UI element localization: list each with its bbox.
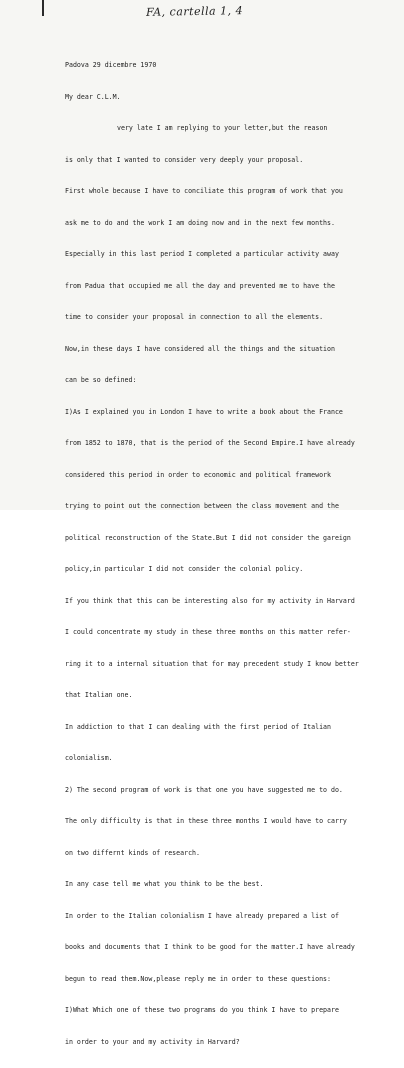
letter-line: First whole because I have to conciliate this program of work that you	[65, 187, 343, 195]
letter-line: books and documents that I think to be good for the matter.I have already	[65, 943, 355, 951]
letter-line: policy,in particular I did not consider the colonial policy.	[65, 565, 304, 573]
letter-line: on two differnt kinds of research.	[65, 848, 200, 857]
letter-line: ring it to a internal situation that for may precedent study I know better	[65, 659, 359, 668]
letter-salutation: My dear C.L.M.	[65, 92, 121, 101]
letter-line: colonialism.	[65, 754, 113, 762]
letter-line: Especially in this last period I completed a particular activity away	[65, 250, 339, 258]
letter-line: In any case tell me what you think to be the best.	[65, 880, 264, 888]
letter-line: time to consider your proposal in connection to all the elements.	[65, 313, 324, 321]
letter-date: Padova 29 dicembre 1970	[65, 61, 157, 69]
letter-line: Now,in these days I have considered all the things and the situation	[65, 344, 335, 353]
letter-line: that Italian one.	[65, 691, 133, 699]
staple-mark	[42, 0, 44, 16]
letter-line: begun to read them.Now,please reply me in order to these questions:	[65, 974, 331, 983]
letter-line: from 1852 to 1870, that is the period of the Second Empire.I have already	[65, 439, 355, 447]
letter-line: In order to the Italian colonialism I have already prepared a list of	[65, 911, 339, 920]
letter-line: in order to your and my activity in Harvard?	[65, 1037, 240, 1046]
letter-line: In addiction to that I can dealing with the first period of Italian	[65, 722, 331, 731]
letter-line: from Padua that occupied me all the day and prevented me to have the	[65, 281, 335, 290]
letter-line: can be so defined:	[65, 376, 137, 384]
letter-line: very late I am replying to your letter,but the reason	[117, 124, 328, 132]
letter-line: is only that I wanted to consider very deeply your proposal.	[65, 155, 304, 164]
letter-line: considered this period in order to economic and political framework	[65, 470, 331, 479]
letter-line: ask me to do and the work I am doing now and in the next few months.	[65, 218, 335, 227]
letter-line: 2) The second program of work is that one you have suggested me to do.	[65, 785, 343, 794]
letter-line: I)What Which one of these two programs do you think I have to prepare	[65, 1006, 339, 1014]
letter-line: I could concentrate my study in these three months on this matter refer-	[65, 628, 351, 636]
letter-line: The only difficulty is that in these three months I would have to carry	[65, 817, 347, 825]
letter-line: trying to point out the connection between the class movement and the	[65, 502, 339, 510]
letter-body	[65, 39, 400, 1068]
letter-line: I)As I explained you in London I have to write a book about the France	[65, 407, 343, 416]
archive-annotation: FA, cartella 1, 4	[145, 4, 244, 19]
letter-line: political reconstruction of the State.But I did not consider the gareign	[65, 533, 351, 542]
letter-line: If you think that this can be interesting also for my activity in Harvard	[65, 596, 355, 605]
